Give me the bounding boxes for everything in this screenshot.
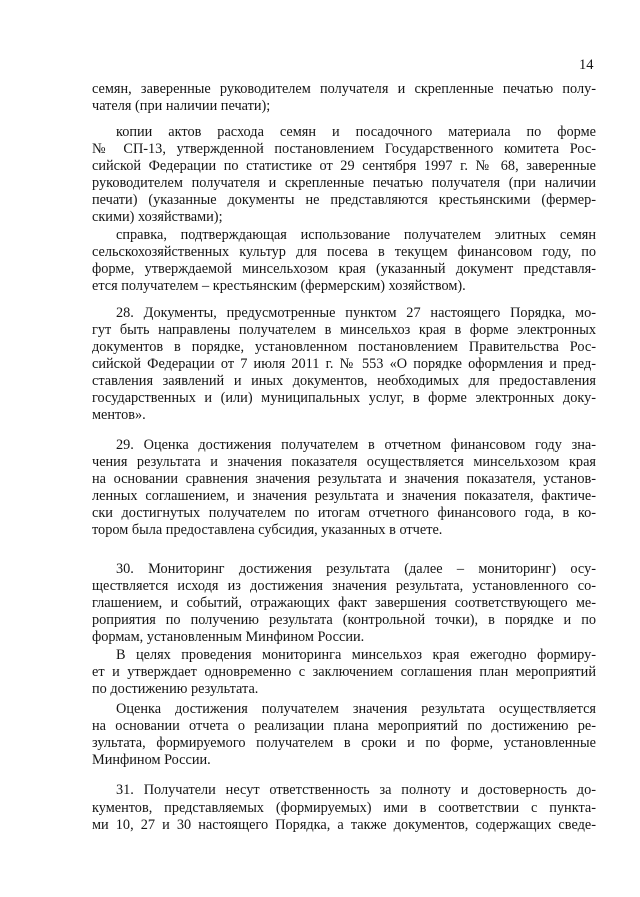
text-line: ски достигнутых получателем по итогам отчетного финансового года, в ко- xyxy=(92,505,596,521)
text-line: ставления заявлений и иных документов, необходимых для предоставления xyxy=(92,373,596,389)
text-line: печати) (указанные документы не представляются крестьянскими (фермер- xyxy=(92,192,596,208)
text-line: на основании отчета о реализации плана мероприятий по достижению ре- xyxy=(92,718,596,734)
text-line: тором была предоставлена субсидия, указанных в отчете. xyxy=(92,522,443,538)
text-line: семян, заверенные руководителем получателя и скрепленные печатью полу- xyxy=(92,81,596,97)
page-number: 14 xyxy=(579,57,594,73)
text-line: Минфином России. xyxy=(92,752,211,768)
text-line: 29. Оценка достижения получателем в отчетном финансовом году зна- xyxy=(116,437,596,453)
text-line: на основании сравнения значения результата и значения показателя, установ- xyxy=(92,471,596,487)
text-line: Оценка достижения получателем значения результата осуществляется xyxy=(116,701,596,717)
text-line: документов в порядке, установленном постановлением Правительства Рос- xyxy=(92,339,596,355)
text-line: по достижению результата. xyxy=(92,681,259,697)
text-line: скими) хозяйствами); xyxy=(92,209,223,225)
text-line: гут быть направлены получателем в минсельхоз края в форме электронных xyxy=(92,322,596,338)
text-line: ленных соглашением, и значения результата и значения показателя, фактиче- xyxy=(92,488,596,504)
text-line: сийской Федерации по статистике от 29 сентября 1997 г. № 68, заверенные xyxy=(92,158,596,174)
text-line: ществляется исходя из достижения значения результата, установленного со- xyxy=(92,578,596,594)
text-line: чателя (при наличии печати); xyxy=(92,98,271,114)
text-line: ментов». xyxy=(92,407,146,423)
text-line: копии актов расхода семян и посадочного материала по форме xyxy=(116,124,596,140)
text-line: глашением, и событий, отражающих факт завершения соответствующего ме- xyxy=(92,595,596,611)
text-line: сельскохозяйственных культур для посева в текущем финансовом году, по xyxy=(92,244,596,260)
text-line: кументов, представляемых (формируемых) ими в соответствии с пункта- xyxy=(92,800,596,816)
text-line: ет и утверждает одновременно с заключением соглашения план мероприятий xyxy=(92,664,596,680)
text-line: зультата, формируемого получателем в сроки и по форме, установленные xyxy=(92,735,596,751)
text-line: ми 10, 27 и 30 настоящего Порядка, а также документов, содержащих сведе- xyxy=(92,817,596,833)
text-line: ется получателем – крестьянским (фермерским) хозяйством). xyxy=(92,278,466,294)
text-line: № СП-13, утвержденной постановлением Государственного комитета Рос- xyxy=(92,141,596,157)
text-line: справка, подтверждающая использование получателем элитных семян xyxy=(116,227,596,243)
text-line: 30. Мониторинг достижения результата (далее – мониторинг) осу- xyxy=(116,561,596,577)
text-line: 31. Получатели несут ответственность за полноту и достоверность до- xyxy=(116,782,596,798)
text-line: 28. Документы, предусмотренные пунктом 27 настоящего Порядка, мо- xyxy=(116,305,596,321)
text-line: государственных и (или) муниципальных услуг, в форме электронных доку- xyxy=(92,390,596,406)
text-line: роприятия по получению результата (контрольной точки), в порядке и по xyxy=(92,612,596,628)
text-line: В целях проведения мониторинга минсельхоз края ежегодно формиру- xyxy=(116,647,596,663)
text-line: руководителем получателя и скрепленные печатью получателя (при наличии xyxy=(92,175,596,191)
text-line: формам, установленным Минфином России. xyxy=(92,629,365,645)
text-line: чения результата и значения показателя осуществляется минсельхозом края xyxy=(92,454,596,470)
text-line: сийской Федерации от 7 июля 2011 г. № 553 «О порядке оформления и пред- xyxy=(92,356,596,372)
text-line: форме, утверждаемой минсельхозом края (указанный документ представля- xyxy=(92,261,596,277)
